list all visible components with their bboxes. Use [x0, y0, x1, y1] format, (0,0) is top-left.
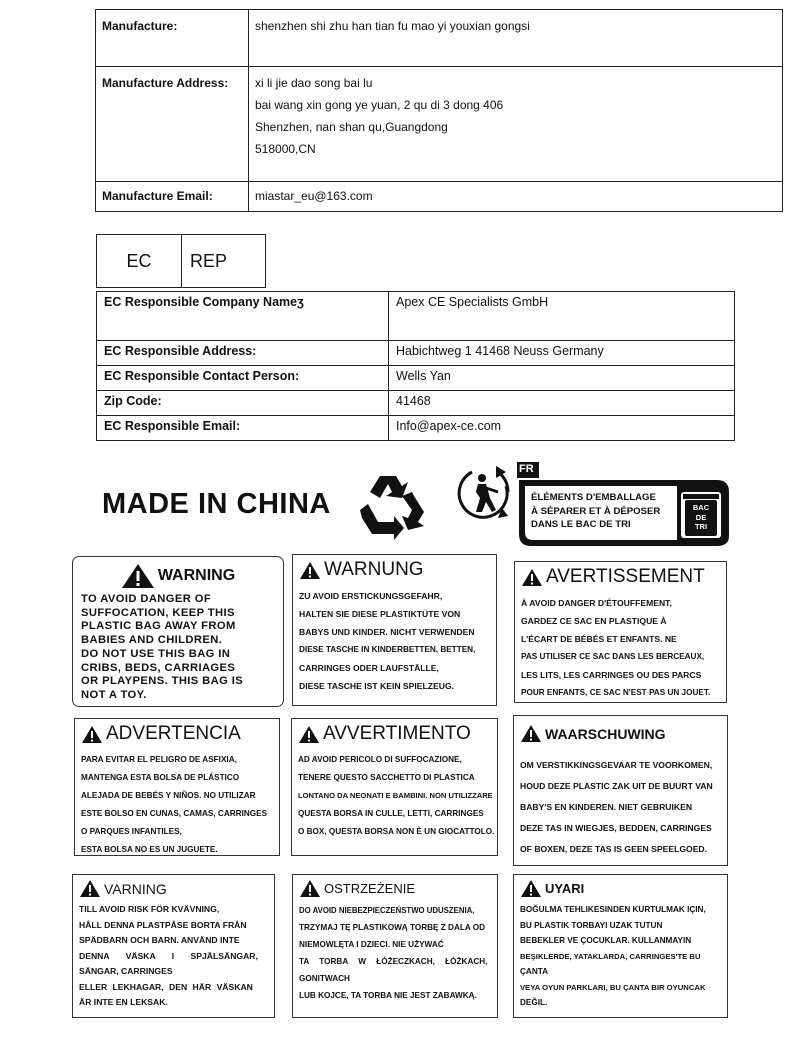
warning-triangle-icon	[520, 879, 542, 898]
warning-head	[299, 879, 491, 898]
warning-line: DIESE TASCHE IN KINDERBETTEN, BETTEN,	[299, 645, 476, 654]
warning-triangle-icon	[121, 563, 155, 589]
made-in-china: MADE IN CHINA	[102, 488, 331, 520]
warning-line: QUESTA BORSA IN CULLE, LETTI, CARRINGES	[298, 809, 484, 818]
fr-label: FR	[519, 463, 534, 475]
warning-line: GONITWACH	[299, 974, 350, 983]
ec-row-label: EC Responsible Email:	[97, 416, 389, 441]
warning-triangle-icon	[79, 879, 101, 898]
ec-row-label: Zip Code:	[97, 391, 389, 416]
warning-triangle-icon	[81, 725, 103, 744]
recycle-icon	[358, 470, 432, 542]
warning-title: WARNUNG	[324, 559, 424, 580]
manufacturer-name-label: Manufacture:	[96, 10, 249, 67]
warning-box-en	[72, 556, 284, 707]
warning-triangle-icon	[299, 561, 321, 580]
manufacturer-table	[95, 9, 783, 212]
warning-line: DIESE TASCHE IST KEIN SPIELZEUG.	[299, 681, 455, 691]
manufacturer-address-label: Manufacture Address:	[96, 67, 249, 182]
warning-line: BU PLASTIK TORBAYI UZAK TUTUN	[520, 920, 663, 930]
warning-line: O PARQUES INFANTILES,	[81, 827, 182, 836]
warning-box-es	[74, 718, 280, 856]
warning-head	[520, 724, 721, 743]
triman-info-block	[517, 462, 731, 548]
warning-line: TO AVOID DANGER OF	[81, 593, 212, 605]
manufacturer-address-row	[96, 67, 783, 182]
warning-line: TRZYMAJ TĘ PLASTIKOWĄ TORBĘ Z DALA OD	[299, 923, 486, 932]
ec-row	[97, 366, 735, 391]
warning-box-de	[292, 554, 497, 706]
warning-line: BOĞULMA TEHLIKESINDEN KURTULMAK IÇIN,	[520, 905, 706, 914]
warning-head	[298, 723, 491, 745]
address-line: Shenzhen, nan shan qu,Guangdong	[255, 120, 448, 134]
warning-line: BABYS UND KINDER. NICHT VERWENDEN	[299, 627, 475, 637]
rep-label: REP	[190, 250, 228, 271]
warning-line: SPÄDBARN OCH BARN. ANVÄND INTE	[79, 935, 240, 945]
warning-title: OSTRZEŻENIE	[324, 881, 416, 896]
warning-head	[299, 559, 490, 581]
warning-box-tr	[513, 874, 728, 1018]
warning-title: ADVERTENCIA	[106, 723, 241, 744]
warning-triangle-icon	[299, 879, 321, 898]
warning-box-it	[291, 718, 498, 856]
warning-head	[79, 879, 268, 898]
warning-box-nl	[513, 715, 728, 866]
warning-line: CRIBS, BEDS, CARRIAGES	[81, 661, 236, 674]
warning-line: LUB KOJCE, TA TORBA NIE JEST ZABAWKĄ.	[299, 991, 477, 1000]
warning-line: OR PLAYPENS. THIS BAG IS	[81, 675, 244, 688]
warning-line: ZU AVOID ERSTICKUNGSGEFAHR,	[299, 591, 443, 601]
warning-triangle-icon	[521, 568, 543, 587]
warning-line: DO NOT USE THIS BAG IN	[81, 647, 231, 660]
ec-row-label: EC Responsible Company Nameʒ	[97, 292, 389, 341]
warning-triangle-icon	[298, 725, 320, 744]
warning-head	[521, 566, 720, 588]
bin-line: DE	[695, 512, 707, 522]
manufacturer-name-row	[96, 10, 783, 67]
warning-line: NOT A TOY.	[81, 688, 147, 701]
warning-title: UYARI	[545, 881, 585, 896]
warning-title: AVERTISSEMENT	[546, 566, 705, 587]
warning-head	[81, 723, 273, 745]
warning-box-sv	[72, 874, 275, 1018]
warning-line: TENERE QUESTO SACCHETTO DI PLASTICA	[298, 773, 475, 782]
warning-title: VARNING	[104, 880, 167, 897]
address-line: bai wang xin gong ye yuan, 2 qu di 3 dong 406	[255, 98, 504, 112]
ec-row-label: EC Responsible Address:	[97, 341, 389, 366]
ec-row	[97, 391, 735, 416]
warning-line: BEBEKLER VE ÇOCUKLAR. KULLANMAYIN	[520, 936, 692, 945]
warning-line: BABIES AND CHILDREN.	[81, 634, 223, 647]
ec-row-value: Apex CE Specialists GmbH	[389, 292, 735, 341]
ec-row-label: EC Responsible Contact Person:	[97, 366, 389, 391]
warning-line: L'ÉCART DE BÉBÉS ET ENFANTS. NE	[521, 634, 677, 644]
warning-line: DEĞIL.	[520, 998, 548, 1007]
warning-line: MANTENGA ESTA BOLSA DE PLÁSTICO	[81, 773, 240, 782]
warning-line: ELLER LEKHAGAR, DEN HÄR VÄSKAN	[79, 981, 253, 992]
ec-row-value: Habichtweg 1 41468 Neuss Germany	[389, 341, 735, 366]
warning-line: BABY'S EN KINDEREN. NIET GEBRUIKEN	[520, 802, 693, 812]
warning-line: OF BOXEN, DEZE TAS IS GEEN SPEELGOED.	[520, 844, 708, 854]
ec-row	[97, 416, 735, 441]
warning-line: VEYA OYUN PARKLARI, BU ÇANTA BIR OYUNCAK	[520, 982, 706, 992]
ec-label: EC	[97, 235, 182, 287]
warning-line: BEŞIKLERDE, YATAKLARDA, CARRINGES'TE BU	[520, 951, 701, 961]
warning-title: WARNING	[157, 567, 236, 584]
warning-line: O BOX, QUESTA BORSA NON È UN GIOCATTOLO.	[298, 827, 495, 836]
warning-line: HALTEN SIE DIESE PLASTIKTÜTE VON	[299, 609, 461, 619]
warning-box-fr	[514, 561, 727, 703]
warning-box-pl	[292, 874, 498, 1018]
warning-line: DEZE TAS IN WIEGJES, BEDDEN, CARRINGES	[520, 823, 712, 833]
triman-line: DANS LE BAC DE TRI	[531, 519, 631, 530]
manufacturer-address-value	[249, 67, 783, 182]
warning-title: AVVERTIMENTO	[323, 723, 471, 744]
ec-responsible-table	[96, 291, 735, 441]
warning-line: DO AVOID NIEBEZPIECZEŃSTWO UDUSZENIA,	[299, 906, 475, 915]
warning-line: SUFFOCATION, KEEP THIS	[81, 606, 235, 619]
ec-row-value: Wells Yan	[389, 366, 735, 391]
manufacturer-name-value: shenzhen shi zhu han tian fu mao yi youxian gongsi	[249, 10, 783, 67]
warning-line: TA TORBA W ŁÓŻECZKACH, ŁÓŻKACH,	[299, 957, 488, 966]
warning-line: ESTA BOLSA NO ES UN JUGUETE.	[81, 845, 218, 854]
warning-line: DENNA VÄSKA I SPJÄLSÄNGAR,	[79, 950, 258, 961]
triman-line: ÉLÉMENTS D'EMBALLAGE	[531, 492, 656, 503]
address-line: xi li jie dao song bai lu	[255, 76, 373, 90]
warning-head	[81, 563, 275, 589]
manufacturer-email-row	[96, 182, 783, 212]
warning-line: TILL AVOID RISK FÖR KVÄVNING,	[79, 904, 220, 914]
warning-line: PLASTIC BAG AWAY FROM	[81, 620, 236, 633]
warning-line: ÇANTA	[520, 967, 549, 976]
triman-text	[531, 491, 660, 532]
warning-line: PAS UTILISER CE SAC DANS LES BERCEAUX,	[521, 652, 705, 661]
warning-line: ÄR INTE EN LEKSAK.	[79, 997, 168, 1007]
warning-line: OM VERSTIKKINGSGEVAAR TE VOORKOMEN,	[520, 760, 713, 770]
warning-line: GARDEZ CE SAC EN PLASTIQUE À	[521, 616, 667, 626]
bin-line: TRI	[694, 522, 708, 531]
ec-row-value: Info@apex-ce.com	[389, 416, 735, 441]
address-line: 518000,CN	[255, 142, 316, 156]
warning-line: HÅLL DENNA PLASTPÅSE BORTA FRÅN	[79, 919, 247, 930]
ec-row-value: 41468	[389, 391, 735, 416]
warning-line: NIEMOWLĘTA I DZIECI. NIE UŻYWAĆ	[299, 940, 444, 949]
warning-triangle-icon	[520, 724, 542, 743]
ec-row	[97, 292, 735, 341]
warning-line: ESTE BOLSO EN CUNAS, CAMAS, CARRINGES	[81, 809, 268, 818]
warning-line: CARRINGES ODER LAUFSTÄLLE,	[299, 663, 439, 673]
warning-line: HOUD DEZE PLASTIC ZAK UIT DE BUURT VAN	[520, 781, 713, 791]
warning-line: ALEJADA DE BEBÉS Y NIÑOS. NO UTILIZAR	[81, 791, 256, 800]
warning-line: SÄNGAR, CARRINGES	[79, 966, 173, 976]
manufacturer-email-value: miastar_eu@163.com	[249, 182, 783, 212]
triman-line: À SÉPARER ET À DÉPOSER	[531, 505, 661, 517]
warning-line: À AVOID DANGER D'ÉTOUFFEMENT,	[521, 598, 672, 608]
bin-icon-label	[688, 503, 714, 532]
ec-rep-box	[96, 234, 266, 288]
warning-head	[520, 879, 721, 898]
warning-line: POUR ENFANTS, CE SAC N'EST PAS UN JOUET.	[521, 688, 711, 697]
triman-icon	[456, 462, 514, 524]
warning-title: WAARSCHUWING	[545, 725, 666, 742]
warning-line: LONTANO DA NEONATI E BAMBINI. NON UTILIZZARE	[298, 791, 493, 800]
manufacturer-email-label: Manufacture Email:	[96, 182, 249, 212]
bin-line: BAC	[692, 503, 710, 512]
ec-row	[97, 341, 735, 366]
warning-line: AD AVOID PERICOLO DI SUFFOCAZIONE,	[298, 755, 462, 764]
warning-line: LES LITS, LES CARRINGES OU DES PARCS	[521, 670, 702, 680]
warning-line: PARA EVITAR EL PELIGRO DE ASFIXIA,	[81, 755, 237, 764]
